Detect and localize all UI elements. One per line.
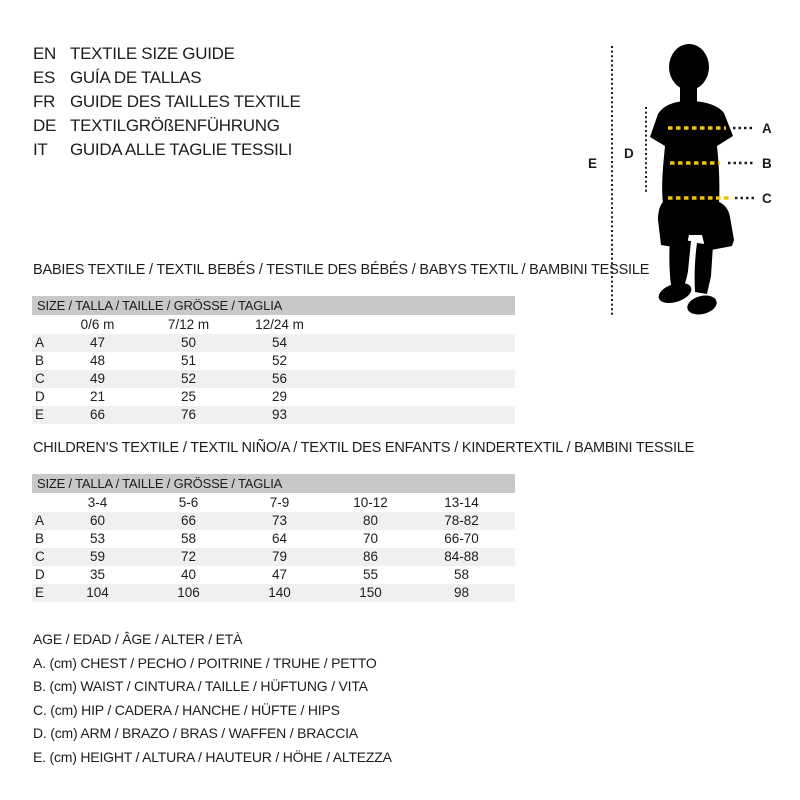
table-cell: 55: [362, 567, 379, 582]
table-cell: 59: [89, 549, 106, 564]
measurement-figure: [578, 25, 800, 325]
children-size-header: SIZE / TALLA / TAILLE / GRÖSSE / TAGLIA: [32, 474, 515, 493]
row-label: A: [35, 335, 45, 350]
table-cell: 49: [89, 371, 106, 386]
table-cell: 70: [362, 531, 379, 546]
table-row: [32, 530, 515, 548]
table-cell: 25: [180, 389, 197, 404]
language-code: ES: [33, 68, 56, 87]
legend-arm-line: D. (cm) ARM / BRAZO / BRAS / WAFFEN / BRACCIA: [33, 725, 358, 741]
row-label: E: [35, 407, 45, 422]
table-cell: 86: [362, 549, 379, 564]
row-label: C: [35, 371, 45, 386]
legend-waist-line: B. (cm) WAIST / CINTURA / TAILLE / HÜFTUNG / VITA: [33, 678, 368, 694]
table-cell: 98: [453, 585, 470, 600]
table-cell: 40: [180, 567, 197, 582]
table-cell: 47: [89, 335, 106, 350]
babies-size-table: [32, 296, 515, 424]
children-column-header-row: [32, 493, 515, 512]
children-section-title: CHILDREN’S TEXTILE / TEXTIL NIÑO/A / TEXTIL DES ENFANTS / KINDERTEXTIL / BAMBINI TESSILE: [33, 440, 695, 456]
column-header: 12/24 m: [255, 317, 304, 332]
measure-label-b: B: [762, 156, 772, 171]
row-label: E: [35, 585, 45, 600]
row-label: D: [35, 567, 45, 582]
guide-title: GUIDE DES TAILLES TEXTILE: [70, 92, 301, 111]
child-silhouette-figure: [578, 25, 800, 325]
table-cell: 35: [89, 567, 106, 582]
table-cell: 150: [359, 585, 382, 600]
legend-age-line: AGE / EDAD / ÂGE / ALTER / ETÀ: [33, 631, 243, 647]
table-cell: 58: [453, 567, 470, 582]
table-corner-cell: [32, 315, 52, 334]
language-code: DE: [33, 116, 57, 135]
column-header: 10-12: [353, 495, 388, 510]
table-cell: 66: [89, 407, 106, 422]
table-row: [32, 512, 515, 530]
language-row-it: [33, 138, 301, 162]
legend-chest-line: A. (cm) CHEST / PECHO / POITRINE / TRUHE / PETTO: [33, 654, 377, 671]
table-row: [32, 406, 515, 424]
language-row-en: [33, 42, 301, 66]
table-cell: 47: [271, 567, 288, 582]
table-cell: 106: [177, 585, 200, 600]
guide-title: GUÍA DE TALLAS: [70, 68, 202, 87]
table-row: [32, 370, 515, 388]
table-cell: 52: [271, 353, 288, 368]
row-label: D: [35, 389, 45, 404]
children-size-table: [32, 474, 515, 602]
table-cell: 52: [180, 371, 197, 386]
table-cell: 56: [271, 371, 288, 386]
language-title-list: [33, 42, 301, 162]
table-cell: 93: [271, 407, 288, 422]
table-cell: 48: [89, 353, 106, 368]
table-corner-cell: [32, 493, 52, 512]
row-label: B: [35, 353, 45, 368]
table-row: [32, 388, 515, 406]
table-cell: 80: [362, 513, 379, 528]
guide-title: TEXTILGRÖßENFÜHRUNG: [70, 116, 280, 135]
column-header: 5-6: [178, 495, 199, 510]
babies-section-title: BABIES TEXTILE / TEXTIL BEBÉS / TESTILE DES BÉBÉS / BABYS TEXTIL / BAMBINI TESSILE: [33, 262, 650, 278]
row-label: B: [35, 531, 45, 546]
measure-label-d: D: [624, 146, 634, 161]
language-code: IT: [33, 140, 48, 159]
table-cell: 66-70: [444, 531, 479, 546]
measure-label-e: E: [588, 156, 598, 171]
guide-title: GUIDA ALLE TAGLIE TESSILI: [70, 140, 293, 159]
table-cell: 54: [271, 335, 288, 350]
table-cell: 79: [271, 549, 288, 564]
table-row: [32, 548, 515, 566]
table-cell: 60: [89, 513, 106, 528]
language-row-fr: [33, 90, 301, 114]
measure-legend: [33, 628, 392, 769]
table-cell: 76: [180, 407, 197, 422]
babies-size-header: SIZE / TALLA / TAILLE / GRÖSSE / TAGLIA: [32, 296, 515, 315]
table-cell: 64: [271, 531, 288, 546]
column-header: 7/12 m: [167, 317, 210, 332]
table-cell: 29: [271, 389, 288, 404]
legend-hip-line: C. (cm) HIP / CADERA / HANCHE / HÜFTE / HIPS: [33, 701, 340, 718]
child-silhouette: [650, 44, 734, 317]
table-cell: 21: [89, 389, 106, 404]
table-row: [32, 334, 515, 352]
measure-label-c: C: [762, 191, 772, 206]
table-cell: 50: [180, 335, 197, 350]
row-label: A: [35, 513, 45, 528]
legend-height-line: E. (cm) HEIGHT / ALTURA / HAUTEUR / HÖHE / ALTEZZA: [33, 748, 392, 765]
table-cell: 104: [86, 585, 109, 600]
column-header: 0/6 m: [80, 317, 115, 332]
table-cell: 51: [180, 353, 197, 368]
table-cell: 66: [180, 513, 197, 528]
column-header: 7-9: [269, 495, 290, 510]
language-row-es: [33, 66, 301, 90]
table-cell: 84-88: [444, 549, 479, 564]
table-row: [32, 566, 515, 584]
table-cell: 78-82: [444, 513, 479, 528]
babies-column-header-row: [32, 315, 515, 334]
guide-title: TEXTILE SIZE GUIDE: [70, 44, 235, 63]
column-header: 3-4: [87, 495, 108, 510]
language-code: EN: [33, 44, 57, 63]
row-label: C: [35, 549, 45, 564]
table-cell: 53: [89, 531, 106, 546]
language-row-de: [33, 114, 301, 138]
measure-label-a: A: [762, 121, 772, 136]
table-cell: 58: [180, 531, 197, 546]
table-row: [32, 584, 515, 602]
column-header: 13-14: [444, 495, 479, 510]
table-cell: 140: [268, 585, 291, 600]
language-code: FR: [33, 92, 56, 111]
table-row: [32, 352, 515, 370]
table-cell: 73: [271, 513, 288, 528]
table-cell: 72: [180, 549, 197, 564]
